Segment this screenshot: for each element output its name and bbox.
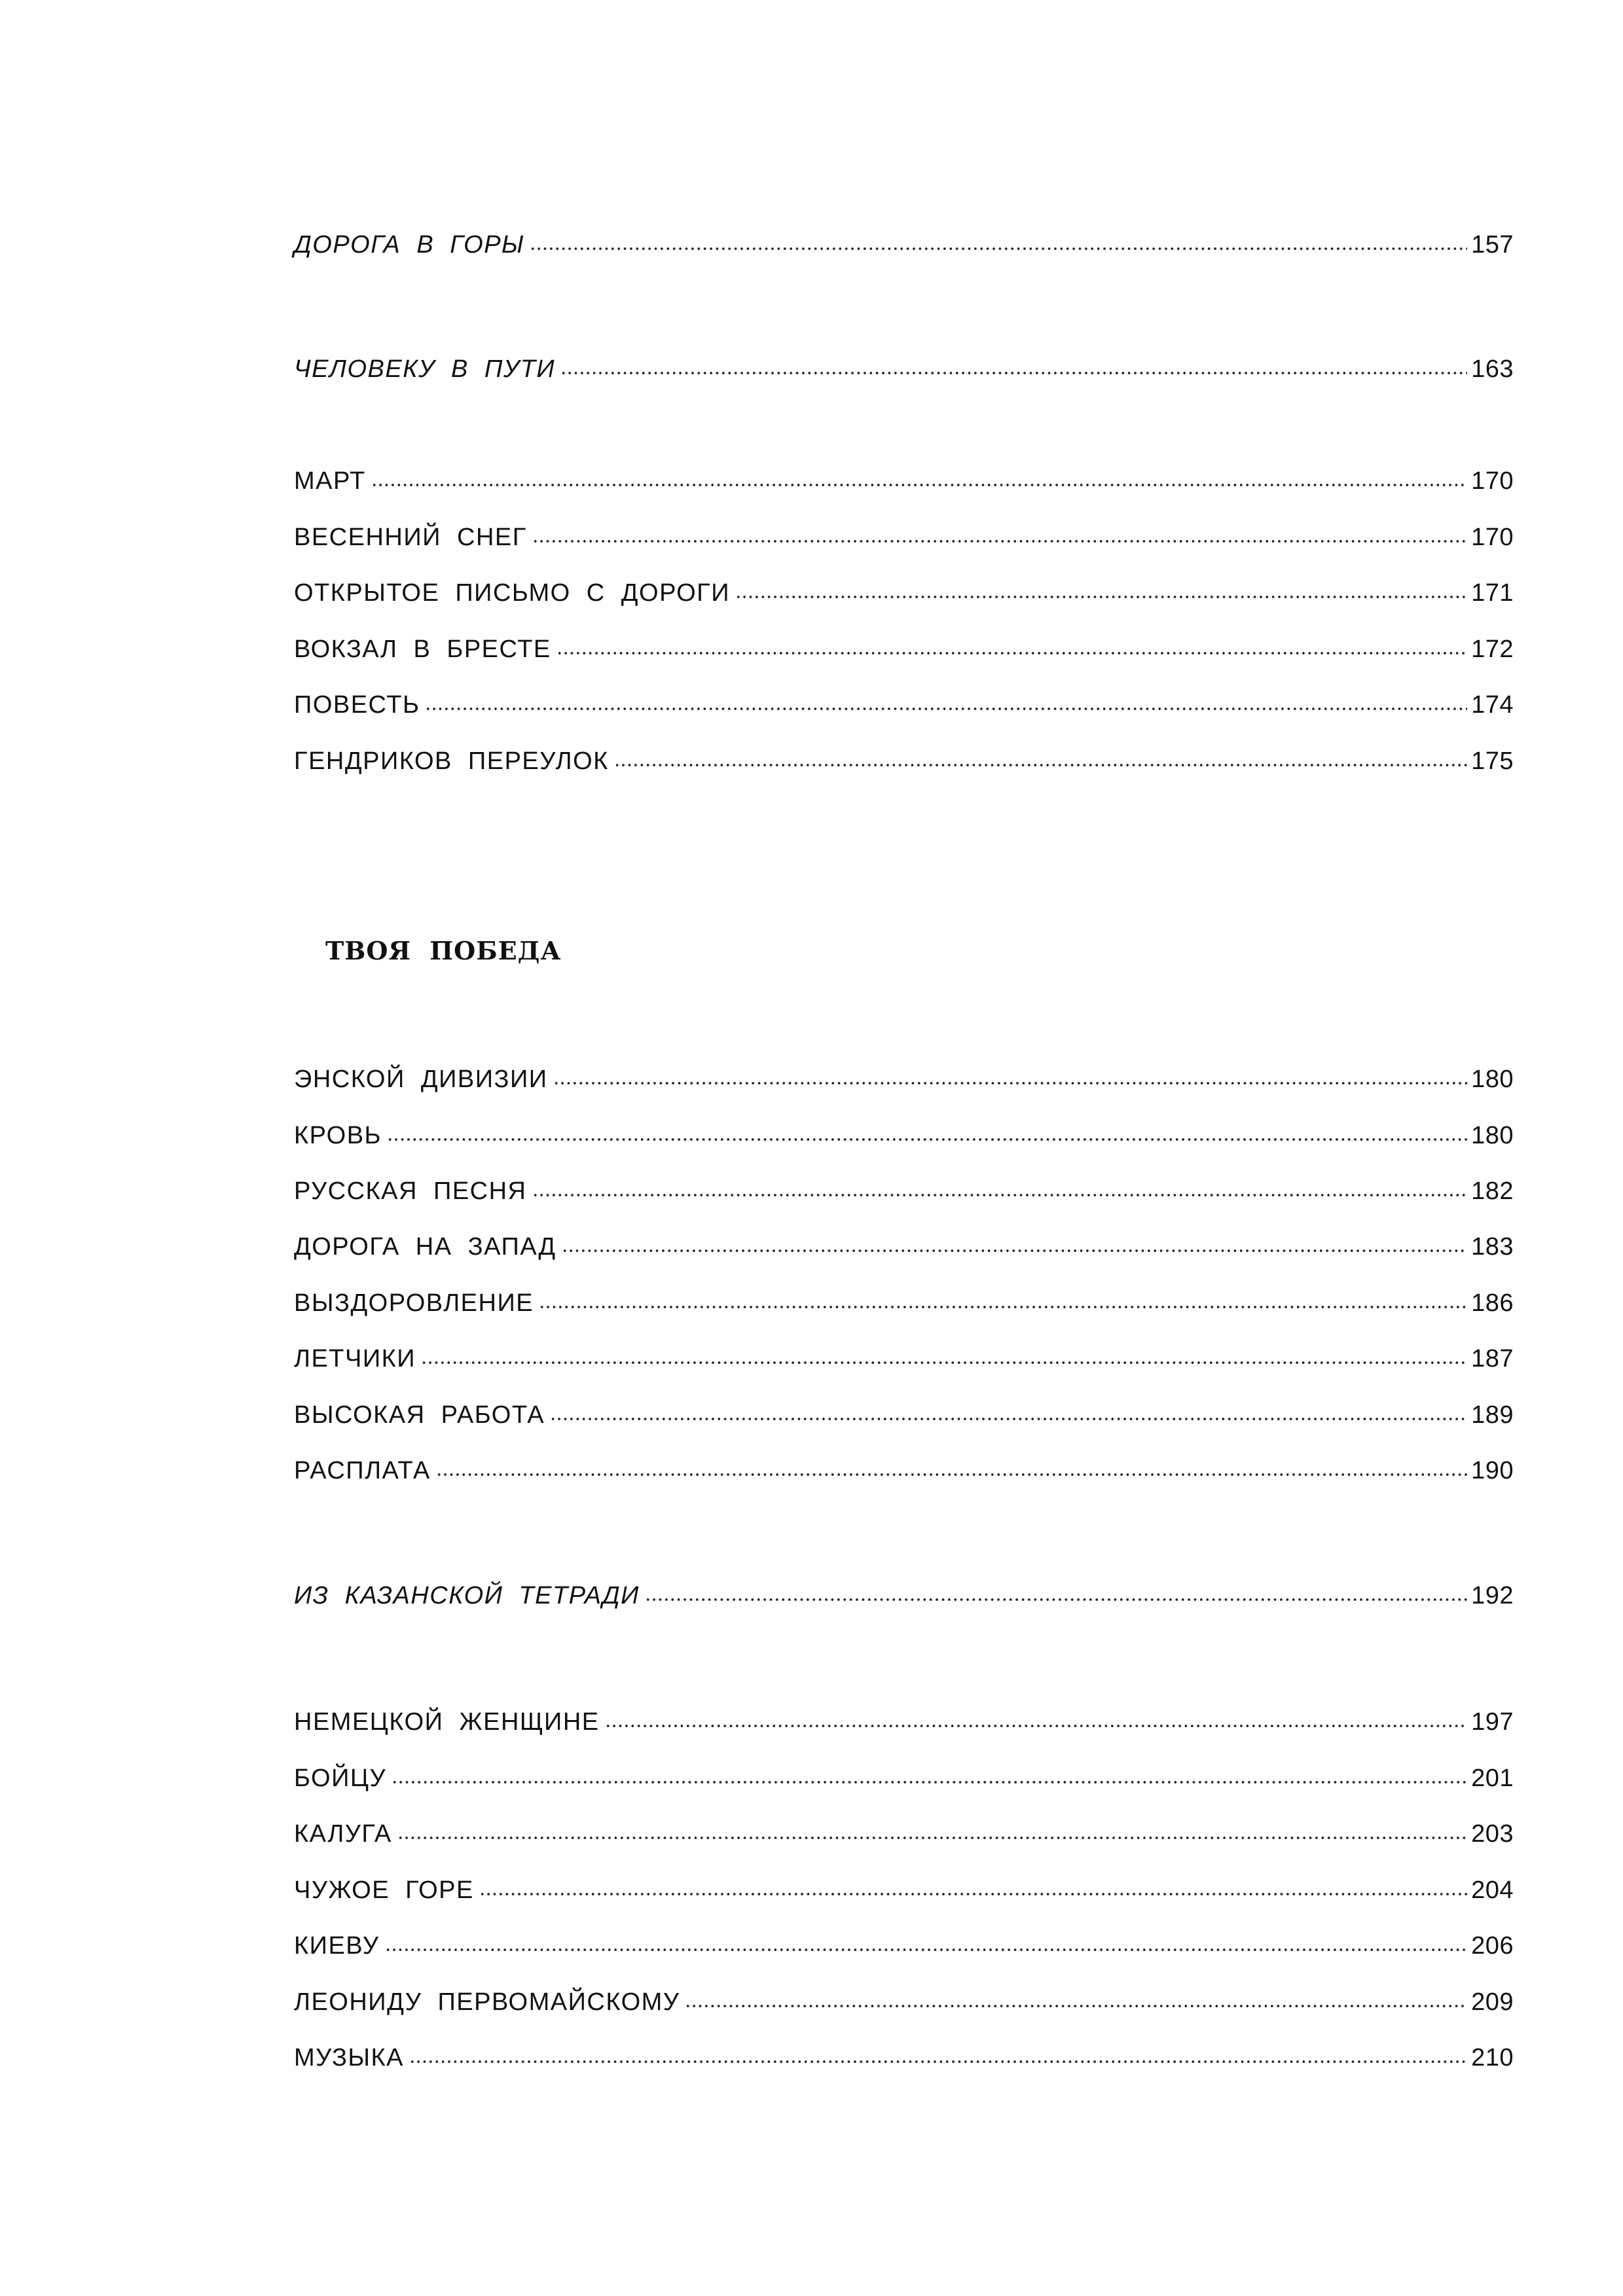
toc-entry-page: 186 [1471,1289,1514,1317]
toc-entry [294,226,1514,263]
toc-entry [294,743,1514,780]
toc-entry [294,351,1514,387]
toc-entry-page: 157 [1471,231,1514,259]
toc-entry [294,1340,1514,1377]
toc-entry [294,1452,1514,1489]
dot-leader [479,1873,1467,1899]
toc-entry [294,1872,1514,1909]
toc-entry-title: НЕМЕЦКОЙ ЖЕНЩИНЕ [294,1708,600,1736]
toc-entry-page: 201 [1471,1765,1514,1792]
toc-entry-title: ДОРОГА НА ЗАПАД [294,1233,556,1261]
toc-entry [294,1984,1514,2020]
toc-entry [294,631,1514,668]
toc-entry [294,1117,1514,1154]
toc-entry-page: 206 [1471,1932,1514,1960]
toc-entry [294,1229,1514,1265]
toc-entry-title: РУССКАЯ ПЕСНЯ [294,1177,527,1205]
dot-leader [605,1705,1467,1731]
toc-entry [294,1577,1514,1614]
toc-entry-title: МАРТ [294,467,366,495]
toc-entry-title: ВЫЗДОРОВЛЕНИЕ [294,1289,534,1317]
dot-leader [560,352,1467,378]
toc-entry-title: КИЕВУ [294,1932,380,1960]
toc-entry [294,1061,1514,1098]
toc-entry-page: 170 [1471,467,1514,495]
toc-entry-page: 170 [1471,524,1514,551]
toc-entry-page: 180 [1471,1122,1514,1149]
toc-entry-title: ОТКРЫТОЕ ПИСЬМО С ДОРОГИ [294,579,731,607]
section-heading: ТВОЯ ПОБЕДА [325,936,562,965]
toc-entry [294,2039,1514,2076]
dot-leader [553,1062,1467,1088]
toc-entry-title: ДОРОГА В ГОРЫ [294,231,525,259]
toc-entry-title: КРОВЬ [294,1122,382,1149]
toc-entry-title: РАСПЛАТА [294,1457,431,1484]
toc-entry-title: ПОВЕСТЬ [294,691,420,719]
toc-entry [294,1704,1514,1740]
dot-leader [614,744,1467,770]
toc-entry-page: 203 [1471,1820,1514,1848]
dot-leader [550,1398,1467,1424]
toc-entry [294,1173,1514,1210]
toc-entry [294,1816,1514,1852]
toc-entry [294,575,1514,611]
toc-entry-page: 189 [1471,1401,1514,1429]
toc-entry-title: КАЛУГА [294,1820,392,1848]
toc-entry [294,1760,1514,1797]
dot-leader [397,1817,1467,1843]
toc-entry-page: 174 [1471,691,1514,719]
toc-entry-title: ЧУЖОЕ ГОРЕ [294,1876,474,1904]
toc-entry-title: БОЙЦУ [294,1765,387,1792]
dot-leader [421,1342,1467,1368]
dot-leader [735,576,1467,602]
toc-entry-title: ВОКЗАЛ В БРЕСТЕ [294,636,551,663]
toc-entry [294,1285,1514,1321]
toc-entry-page: 180 [1471,1066,1514,1093]
dot-leader [539,1286,1467,1312]
toc-entry-title: ИЗ КАЗАНСКОЙ ТЕТРАДИ [294,1582,640,1609]
toc-entry-page: 175 [1471,747,1514,775]
toc-entry-title: ВЫСОКАЯ РАБОТА [294,1401,545,1429]
toc-entry-page: 187 [1471,1345,1514,1372]
toc-entry-page: 197 [1471,1708,1514,1736]
toc-entry-page: 163 [1471,355,1514,383]
toc-entry-title: ГЕНДРИКОВ ПЕРЕУЛОК [294,747,609,775]
toc-entry-page: 190 [1471,1457,1514,1484]
toc-entry [294,687,1514,723]
toc-entry-title: ВЕСЕННИЙ СНЕГ [294,524,527,551]
dot-leader [685,1985,1467,2011]
dot-leader [371,464,1467,490]
dot-leader [392,1761,1467,1787]
dot-leader [425,688,1467,714]
toc-entry [294,519,1514,556]
toc-entry-page: 172 [1471,636,1514,663]
toc-entry [294,1928,1514,1964]
dot-leader [436,1454,1467,1480]
toc-entry [294,463,1514,499]
toc-entry-page: 204 [1471,1876,1514,1904]
toc-entry-page: 182 [1471,1177,1514,1205]
toc-entry [294,1397,1514,1433]
dot-leader [530,228,1467,254]
toc-entry-page: 209 [1471,1988,1514,2016]
dot-leader [556,632,1467,658]
dot-leader [562,1230,1467,1256]
dot-leader [385,1929,1468,1955]
toc-entry-title: ЧЕЛОВЕКУ В ПУТИ [294,355,556,383]
toc-entry-page: 192 [1471,1582,1514,1609]
toc-entry-title: ЛЕТЧИКИ [294,1345,416,1372]
dot-leader [387,1119,1467,1145]
dot-leader [532,520,1467,547]
toc-entry-page: 210 [1471,2044,1514,2072]
dot-leader [532,1174,1468,1200]
dot-leader [409,2041,1467,2067]
toc-entry-title: ЭНСКОЙ ДИВИЗИИ [294,1066,548,1093]
toc-entry-page: 183 [1471,1233,1514,1261]
toc-entry-page: 171 [1471,579,1514,607]
toc-entry-title: МУЗЫКА [294,2044,405,2072]
dot-leader [645,1579,1467,1605]
toc-entry-title: ЛЕОНИДУ ПЕРВОМАЙСКОМУ [294,1988,680,2016]
